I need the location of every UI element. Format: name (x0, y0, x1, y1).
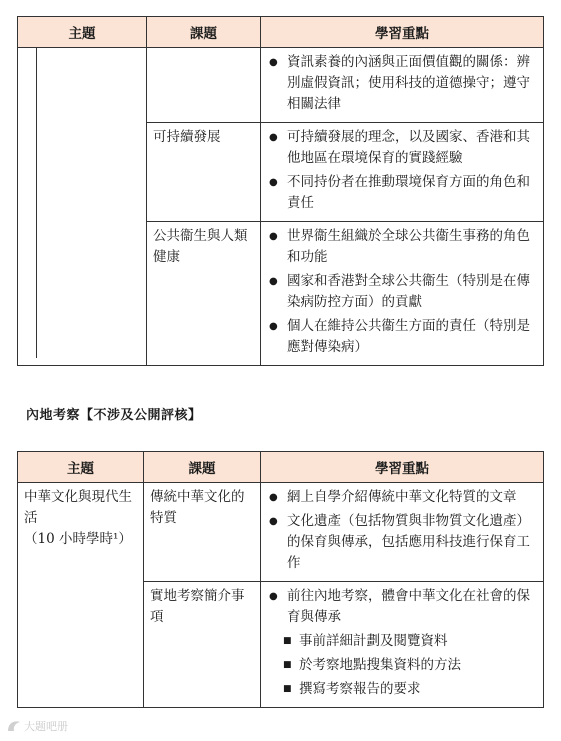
theme-name: 中華文化與現代生活 (24, 489, 132, 526)
section-title: 內地考察【不涉及公開評核】 (26, 408, 202, 423)
header-focus: 學習重點 (261, 17, 544, 48)
watermark-logo-icon (6, 719, 22, 733)
header-theme: 主題 (18, 17, 147, 48)
curriculum-table-field-trip (17, 451, 544, 708)
column-divider (36, 48, 37, 358)
topic-cell (147, 48, 261, 123)
list-item: ● 世界衞生組織於全球公共衞生事務的角色和功能 (267, 226, 537, 268)
header-focus: 學習重點 (261, 452, 544, 483)
list-item: ● 資訊素養的內涵與正面價值觀的關係：辨別虛假資訊；使用科技的道德操守；遵守相關法律 (267, 52, 537, 115)
topic-cell: 可持續發展 (147, 123, 261, 222)
topic-cell: 傳統中華文化的特質 (144, 483, 261, 582)
watermark (6, 718, 68, 734)
theme-cell-empty (18, 48, 147, 366)
table-header-row (18, 452, 544, 483)
header-theme: 主題 (18, 452, 144, 483)
header-topic: 課題 (147, 17, 261, 48)
list-item: ● 前往內地考察，體會中華文化在社會的保育與傳承 (267, 586, 537, 628)
focus-cell (261, 582, 544, 708)
list-item: ● 網上自學介紹傳統中華文化特質的文章 (267, 487, 537, 508)
list-item: ● 國家和香港對全球公共衞生（特別是在傳染病防控方面）的貢獻 (267, 271, 537, 313)
table-row (18, 48, 544, 123)
list-item: ● 不同持份者在推動環境保育方面的角色和責任 (267, 172, 537, 214)
focus-cell (261, 123, 544, 222)
focus-cell (261, 48, 544, 123)
list-item: ● 個人在維持公共衞生方面的責任（特別是應對傳染病） (267, 316, 537, 358)
sub-list-item: ■ 撰寫考察報告的要求 (267, 679, 537, 700)
header-topic: 課題 (144, 452, 261, 483)
watermark-text: 大题吧册 (24, 720, 68, 733)
topic-cell: 實地考察簡介事項 (144, 582, 261, 708)
theme-hours: （10 小時學時¹） (24, 531, 132, 547)
focus-cell (261, 483, 544, 582)
focus-cell (261, 222, 544, 366)
list-item: ● 可持續發展的理念，以及國家、香港和其他地區在環境保育的實踐經驗 (267, 127, 537, 169)
theme-cell (18, 483, 144, 708)
table-row (18, 483, 544, 582)
sub-list-item: ■ 於考察地點搜集資料的方法 (267, 655, 537, 676)
sub-list-item: ■ 事前詳細計劃及閱覽資料 (267, 631, 537, 652)
curriculum-table-continued (17, 16, 544, 366)
topic-cell: 公共衞生與人類健康 (147, 222, 261, 366)
table-header-row (18, 17, 544, 48)
list-item: ● 文化遺產（包括物質與非物質文化遺產）的保育與傳承，包括應用科技進行保育工作 (267, 511, 537, 574)
